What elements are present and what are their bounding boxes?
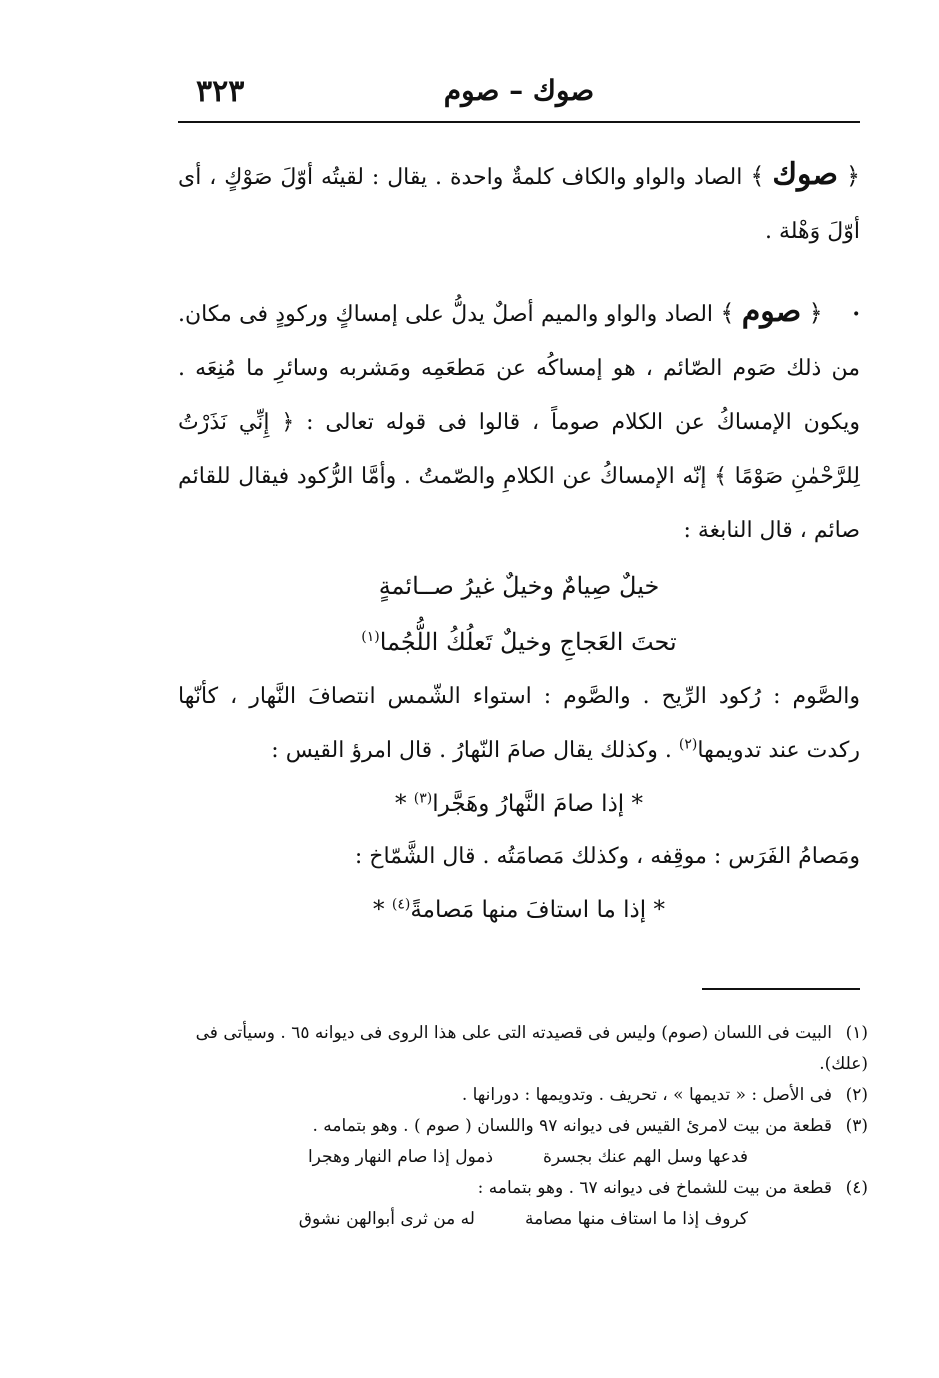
page-number: ٣٢٣ [196,74,245,109]
verse-imru-alqais: * إذا صامَ النَّهارُ وهَجَّرا$^{(٣)}$ * [394,790,644,817]
paragraph-masam: ومَصامُ الفَرَس : موقِفه ، وكذلك مَصامَتُه . قال الشَّمّاخ : [354,844,860,869]
entry-text: الصاد والواو والميم أصلٌ يدلُّ على إمساكٍ وركودٍ فى مكان. من ذلك صَوم الصّائم ، هو إمساكُه عن مَطعَمِه ومَشربه وسائرِ ما مُنِعَه . ويكون الإمساكُ عن الكلام صوماً ، قالوا فى قوله تعالى : ﴿ إِنِّي نَذَرْتُ لِلرَّحْمٰنِ صَوْمًا ﴾ إنّه الإمساكُ عن الكلامِ والصّمتُ . وأمَّا الرُّكود فيقال للقائم صائم ، قال النابغة : [178,302,860,543]
paragraph-sawm-wind: والصَّوم : رُكود الرِّيح . والصَّوم : استواء الشّمس انتصافَ النَّهار ، كأنّها ركدت عند تدويمها$^{(٢)}$ . وكذلك يقال صامَ النّهارُ . قال امرؤ القيس : [178,684,860,763]
verse-nabigha-line1: خيلٌ صِيامٌ وخيلٌ غيرُ صــائمةٍ [378,572,660,600]
footnote-1: (١)البيت فى اللسان (صوم) وليس فى قصيدته التى على هذا الروى فى ديوانه ٦٥ . وسيأتى فى (علك). [195,1023,868,1074]
footnote-ref: (٤) [391,896,411,913]
footnote-2: (٢)فى الأصل : « تديمها » ، تحريف . وتدويمها : دورانها . [461,1085,868,1105]
footnote-ref: (٣) [413,790,433,807]
footnote-3-verse: فدعها وسل الهم عنك بجسرةذمول إذا صام النهار وهجرا [307,1147,748,1167]
footnote-rule [702,988,860,990]
header-rule [178,121,860,123]
verse-shammakh: * إذا ما استافَ منها مَصامةً$^{(٤)}$ * [373,896,665,923]
footnote-3: (٣)قطعة من بيت لامرئ القيس فى ديوانه ٩٧ واللسان ( صوم ) . وهو بتمامه . [312,1116,868,1136]
entry-headword: صوك [772,157,839,192]
verse-nabigha-line2: تحتَ العَجاجِ وخيلٌ تَعلُكُ اللُّجُما$^{(١)}$ [361,628,677,656]
entry-text: الصاد والواو والكاف كلمةٌ واحدة . يقال : لقيتُه أوّلَ صَوْكٍ ، أى أوّلَ وَهْلة . [178,165,860,244]
entry-headword: صوم [741,294,802,329]
page-body [178,148,860,936]
footnote-4: (٤)قطعة من بيت للشماخ فى ديوانه ٦٧ . وهو بتمامه : [477,1178,868,1198]
footnote-ref: (١) [361,629,380,645]
running-title: صوك – صوم [443,74,595,107]
page-header [178,68,860,114]
footnotes [178,1018,868,1235]
entry-sawm: · ﴿ صوم ﴾ الصاد والواو والميم أصلٌ يدلُّ على إمساكٍ وركودٍ فى مكان. من ذلك صَوم الصّائم ، هو إمساكُه عن مَطعَمِه ومَشربه وسائرِ ما مُنِعَه . ويكون الإمساكُ عن الكلام صوماً ، قالوا فى قوله تعالى : ﴿ إِنِّي نَذَرْتُ لِلرَّحْمٰنِ صَوْمًا ﴾ إنّه الإمساكُ عن الكلامِ والصّمتُ . وأمَّا الرُّكود فيقال للقائم صائم ، قال النابغة : [178,294,860,543]
footnote-ref: (٢) [678,736,698,753]
footnote-4-verse: كروف إذا ما استاف منها مصامةله من ثرى أبوالهن نشوق [298,1209,748,1229]
entry-suk: ﴿ صوك ﴾ الصاد والواو والكاف كلمةٌ واحدة . يقال : لقيتُه أوّلَ صَوْكٍ ، أى أوّلَ وَهْلة . [178,157,861,244]
